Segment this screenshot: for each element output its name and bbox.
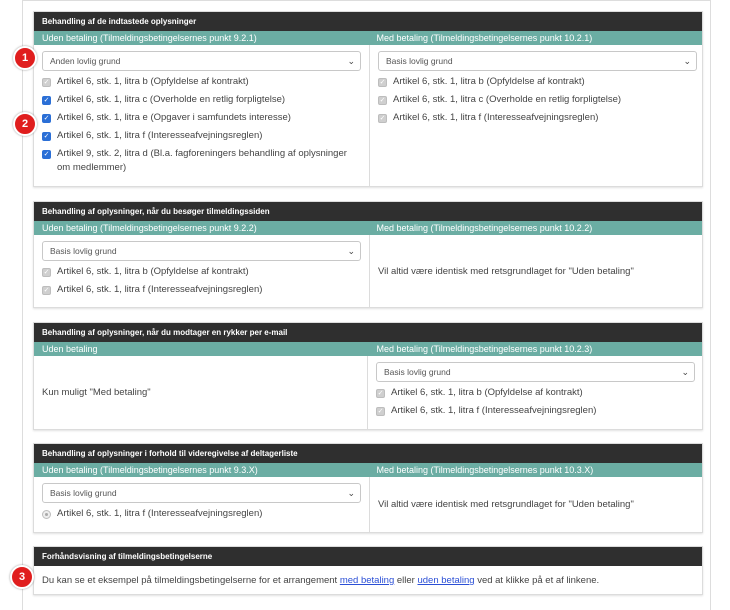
preview-text-mid: eller (396, 575, 415, 586)
checkbox-label: Artikel 6, stk. 1, litra f (Interesseafvejningsreglen) (57, 284, 263, 295)
checkbox-label: Artikel 6, stk. 1, litra b (Opfyldelse af kontrakt) (393, 76, 585, 87)
radio-row (42, 507, 361, 521)
checkbox-row[interactable] (42, 111, 361, 125)
panel-title: Behandling af oplysninger, når du besøger tilmeldingssiden (34, 202, 702, 221)
radio-disabled-icon (42, 510, 51, 519)
panel-preview (33, 546, 703, 595)
checkbox-checked-icon[interactable]: ✓ (43, 132, 50, 140)
checkbox-row (378, 111, 696, 125)
radio-label: Artikel 6, stk. 1, litra f (Interesseafvejningsreglen) (57, 508, 263, 519)
panel-subheader (34, 31, 702, 45)
checkbox-disabled-icon: ✓ (377, 407, 384, 415)
right-column (369, 235, 702, 307)
right-column (369, 477, 702, 532)
panel-subheader (34, 221, 702, 235)
checkbox-row[interactable] (42, 75, 361, 89)
chevron-down-icon: ⌄ (347, 488, 355, 498)
preview-text-after: ved at klikke på et af linkene. (477, 575, 600, 586)
step-badge-1: 1 (13, 46, 37, 70)
panel-title: Behandling af oplysninger, når du modtager en rykker per e-mail (34, 323, 702, 342)
panel-reminder-email (33, 322, 703, 430)
checkbox-row[interactable] (42, 93, 361, 107)
checkbox-disabled-icon: ✓ (377, 389, 384, 397)
legal-basis-select-med[interactable] (376, 362, 695, 382)
left-column (34, 45, 369, 186)
checkbox-row (42, 265, 361, 279)
left-column (34, 477, 369, 532)
step-badge-3: 3 (10, 565, 34, 589)
checkbox-label: Artikel 6, stk. 1, litra b (Opfyldelse af kontrakt) (57, 266, 249, 277)
preview-text-before: Du kan se et eksempel på tilmeldingsbetingelserne for et arrangement (42, 575, 338, 586)
checkbox-label: Artikel 6, stk. 1, litra c (Overholde en retlig forpligtelse) (393, 94, 622, 105)
panel-participant-list (33, 443, 703, 533)
checkbox-row[interactable] (42, 147, 361, 175)
left-column-header: Uden betaling (Tilmeldingsbetingelsernes punkt 9.2.1) (42, 33, 257, 43)
checkbox-row (376, 404, 694, 418)
select-value: Basis lovlig grund (384, 367, 451, 377)
preview-text (34, 566, 702, 595)
checkbox-label: Artikel 6, stk. 1, litra c (Overholde en retlig forpligtelse) (57, 94, 286, 105)
link-with-payment[interactable]: med betaling (339, 575, 395, 586)
checkbox-row (42, 283, 361, 297)
checkbox-row (378, 75, 696, 89)
link-without-payment[interactable]: uden betaling (417, 575, 475, 586)
right-column-header: Med betaling (Tilmeldingsbetingelsernes punkt 10.2.1) (376, 33, 593, 43)
left-column-header: Uden betaling (42, 344, 98, 354)
right-column-header: Med betaling (Tilmeldingsbetingelsernes punkt 10.2.2) (376, 223, 593, 233)
checkbox-disabled-icon: ✓ (379, 96, 386, 104)
panel-title: Behandling af oplysninger i forhold til videregivelse af deltagerliste (34, 444, 702, 463)
checkbox-checked-icon[interactable]: ✓ (43, 150, 50, 158)
right-column (367, 356, 702, 429)
checkbox-row (376, 386, 694, 400)
checkbox-disabled-icon: ✓ (43, 268, 50, 276)
legal-basis-select-uden[interactable] (42, 241, 361, 261)
checkbox-disabled-icon: ✓ (43, 286, 50, 294)
select-value: Basis lovlig grund (386, 56, 453, 66)
left-column-header: Uden betaling (Tilmeldingsbetingelsernes punkt 9.2.2) (42, 223, 257, 233)
left-column (34, 356, 367, 429)
select-value: Basis lovlig grund (50, 488, 117, 498)
right-column-header: Med betaling (Tilmeldingsbetingelsernes punkt 10.3.X) (376, 465, 594, 475)
left-column-header: Uden betaling (Tilmeldingsbetingelsernes punkt 9.3.X) (42, 465, 258, 475)
chevron-down-icon: ⌄ (681, 367, 689, 377)
panel-entered-data (33, 11, 703, 187)
select-value: Basis lovlig grund (50, 246, 117, 256)
checkbox-disabled-icon: ✓ (379, 78, 386, 86)
panel-title: Forhåndsvisning af tilmeldingsbetingelserne (34, 547, 702, 566)
checkbox-row (378, 93, 696, 107)
right-column (369, 45, 704, 186)
checkbox-label: Artikel 6, stk. 1, litra b (Opfyldelse af kontrakt) (391, 387, 583, 398)
panel-subheader (34, 342, 702, 356)
checkbox-checked-icon[interactable]: ✓ (43, 114, 50, 122)
identical-note: Vil altid være identisk med retsgrundlaget for "Uden betaling" (378, 499, 634, 510)
identical-note: Vil altid være identisk med retsgrundlaget for "Uden betaling" (378, 265, 634, 277)
checkbox-label: Artikel 6, stk. 1, litra f (Interesseafvejningsreglen) (57, 130, 263, 141)
checkbox-label: Artikel 6, stk. 1, litra f (Interesseafvejningsreglen) (391, 405, 597, 416)
legal-basis-select-uden[interactable] (42, 483, 361, 503)
checkbox-checked-icon[interactable]: ✓ (43, 96, 50, 104)
checkbox-label: Artikel 6, stk. 1, litra e (Opgaver i samfundets interesse) (57, 112, 291, 123)
legal-basis-select-med[interactable] (378, 51, 697, 71)
checkbox-disabled-icon: ✓ (43, 78, 50, 86)
checkbox-label: Artikel 6, stk. 1, litra f (Interesseafvejningsreglen) (393, 112, 599, 123)
only-with-payment-note: Kun muligt "Med betaling" (42, 387, 151, 398)
checkbox-label: Artikel 6, stk. 1, litra b (Opfyldelse af kontrakt) (57, 76, 249, 87)
right-column-header: Med betaling (Tilmeldingsbetingelsernes punkt 10.2.3) (376, 344, 593, 354)
left-column (34, 235, 369, 307)
chevron-down-icon: ⌄ (347, 56, 355, 66)
legal-basis-select-uden[interactable] (42, 51, 361, 71)
panel-subheader (34, 463, 702, 477)
select-value: Anden lovlig grund (50, 56, 121, 66)
checkbox-label: Artikel 9, stk. 2, litra d (Bl.a. fagforeningers behandling af oplysninger om medlemmer) (57, 148, 347, 173)
chevron-down-icon: ⌄ (347, 246, 355, 256)
checkbox-row[interactable] (42, 129, 361, 143)
checkbox-disabled-icon: ✓ (379, 114, 386, 122)
chevron-down-icon: ⌄ (683, 56, 691, 66)
step-badge-2: 2 (13, 112, 37, 136)
panel-title: Behandling af de indtastede oplysninger (34, 12, 702, 31)
panel-visit-page (33, 201, 703, 308)
